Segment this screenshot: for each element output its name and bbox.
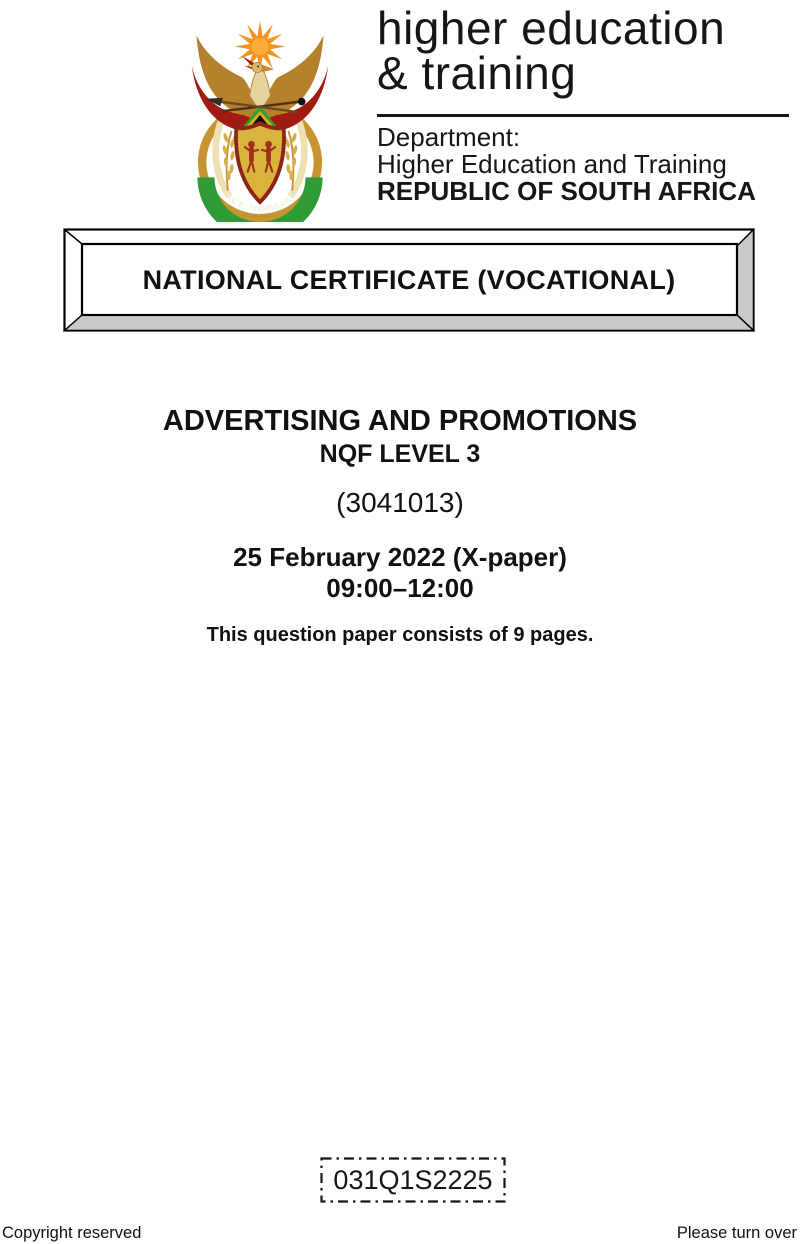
certificate-banner — [63, 228, 755, 332]
paper-code: (3041013) — [336, 487, 464, 518]
coat-of-arms-logo — [188, 20, 332, 222]
nqf-level: NQF LEVEL 3 — [319, 440, 481, 468]
footer-turn-over: Please turn over — [676, 1224, 797, 1242]
brand-wordmark — [377, 2, 726, 99]
brand-line1: higher education — [377, 2, 726, 54]
exam-time: 09:00–12:00 — [326, 573, 474, 603]
footer-copyright: Copyright reserved — [2, 1224, 142, 1242]
department-block — [377, 124, 756, 205]
department-label: Department: — [377, 122, 521, 152]
exam-code: 031Q1S2225 — [333, 1164, 493, 1195]
subject-title: ADVERTISING AND PROMOTIONS — [162, 405, 638, 437]
exam-date: 25 February 2022 (X-paper) — [233, 542, 567, 572]
motto-text: !KE E: /XARRA //KE — [222, 190, 298, 214]
exam-code-box — [320, 1157, 506, 1203]
certificate-title: NATIONAL CERTIFICATE (VOCATIONAL) — [142, 264, 676, 295]
country-name: REPUBLIC OF SOUTH AFRICA — [377, 176, 756, 206]
pages-note: This question paper consists of 9 pages. — [206, 624, 594, 646]
brand-divider — [377, 114, 789, 117]
brand-line2: & training — [377, 47, 577, 99]
sun-core — [251, 38, 268, 55]
department-name: Higher Education and Training — [377, 149, 727, 179]
